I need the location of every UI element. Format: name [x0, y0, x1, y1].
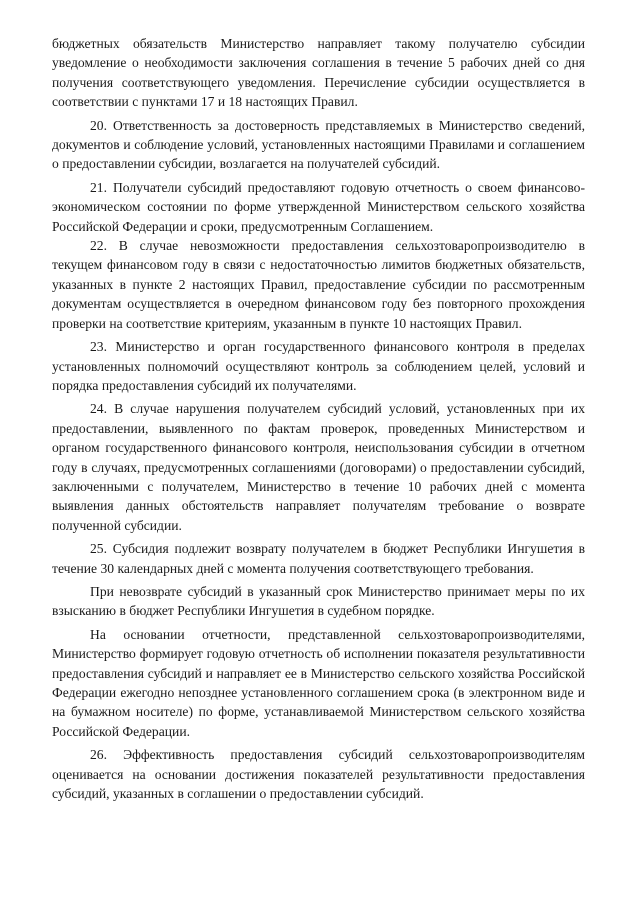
paragraph-22: 22. В случае невозможности предоставления сельхозтоваропроизводителю в текущем финансовом году в связи с недостаточностью лимитов бюджетных обязательств, указанных в пункте 2 настоящих Правил, предоставление субсидии по рассмотренным документам осуществляется в очередном финансовом году без повторного прохождения проверки на соответствие критериям, указанным в пункте 10 настоящих Правил. [52, 238, 585, 331]
paragraph-25: 25. Субсидия подлежит возврату получателем в бюджет Республики Ингушетия в течение 30 календарных дней с момента получения соответствующего требования. [52, 541, 585, 576]
paragraph-21: 21. Получатели субсидий предоставляют годовую отчетность о своем финансово-экономическом состоянии по форме утвержденной Министерством сельского хозяйства Российской Федерации и сроки, предусмотренным Соглашением. [52, 179, 585, 234]
paragraph-20: 20. Ответственность за достоверность представляемых в Министерство сведений, документов и соблюдение условий, установленных настоящими Правилами и соглашением о предоставлении субсидии, возлагается на получателей субсидий. [52, 117, 585, 172]
paragraph-26: 26. Эффективность предоставления субсидий сельхозтоваропроизводителям оценивается на основании достижения показателей результативности предоставления субсидий, указанных в соглашении о предоставлении субсидий. [52, 747, 585, 802]
paragraph-19-continued: бюджетных обязательств Министерство направляет такому получателю субсидии уведомление о необходимости заключения соглашения в течение 5 рабочих дней со дня получения соответствующего уведомления. Перечисление субсидии осуществляется в соответствии с пунктами 17 и 18 настоящих Правил. [52, 36, 585, 110]
paragraph-23: 23. Министерство и орган государственного финансового контроля в пределах установленных полномочий осуществляют контроль за соблюдением целей, условий и порядка предоставления субсидий их получателями. [52, 339, 585, 393]
paragraph-25-reporting: На основании отчетности, представленной сельхозтоваропроизводителями, Министерство формирует годовую отчетность об исполнении показателя результативности предоставления субсидий и направляет ее в Министерство сельского хозяйства Российской Федерации ежегодно непозднее установленного соглашением срока (в электронном виде и на бумажном носителе) по форме, устанавливаемой Министерством сельского хозяйства Российской Федерации. [52, 626, 585, 739]
paragraph-25-refund: При невозврате субсидий в указанный срок Министерство принимает меры по их взысканию в бюджет Республики Ингушетия в судебном порядке. [52, 583, 585, 619]
paragraph-24: 24. В случае нарушения получателем субсидий условий, установленных при их предоставлении, выявленного по фактам проверок, проведенных Министерством и органом государственного финансового контроля, неиспользования субсидии в отчетном году в случаях, предусмотренных соглашениями (договорами) о предоставлении субсидий, заключенными с получателем, Министерство в течение 10 рабочих дней с момента выявления данных обстоятельств направляет получателям требование о возврате полученной субсидии. [52, 401, 585, 533]
document-page [52, 34, 585, 803]
